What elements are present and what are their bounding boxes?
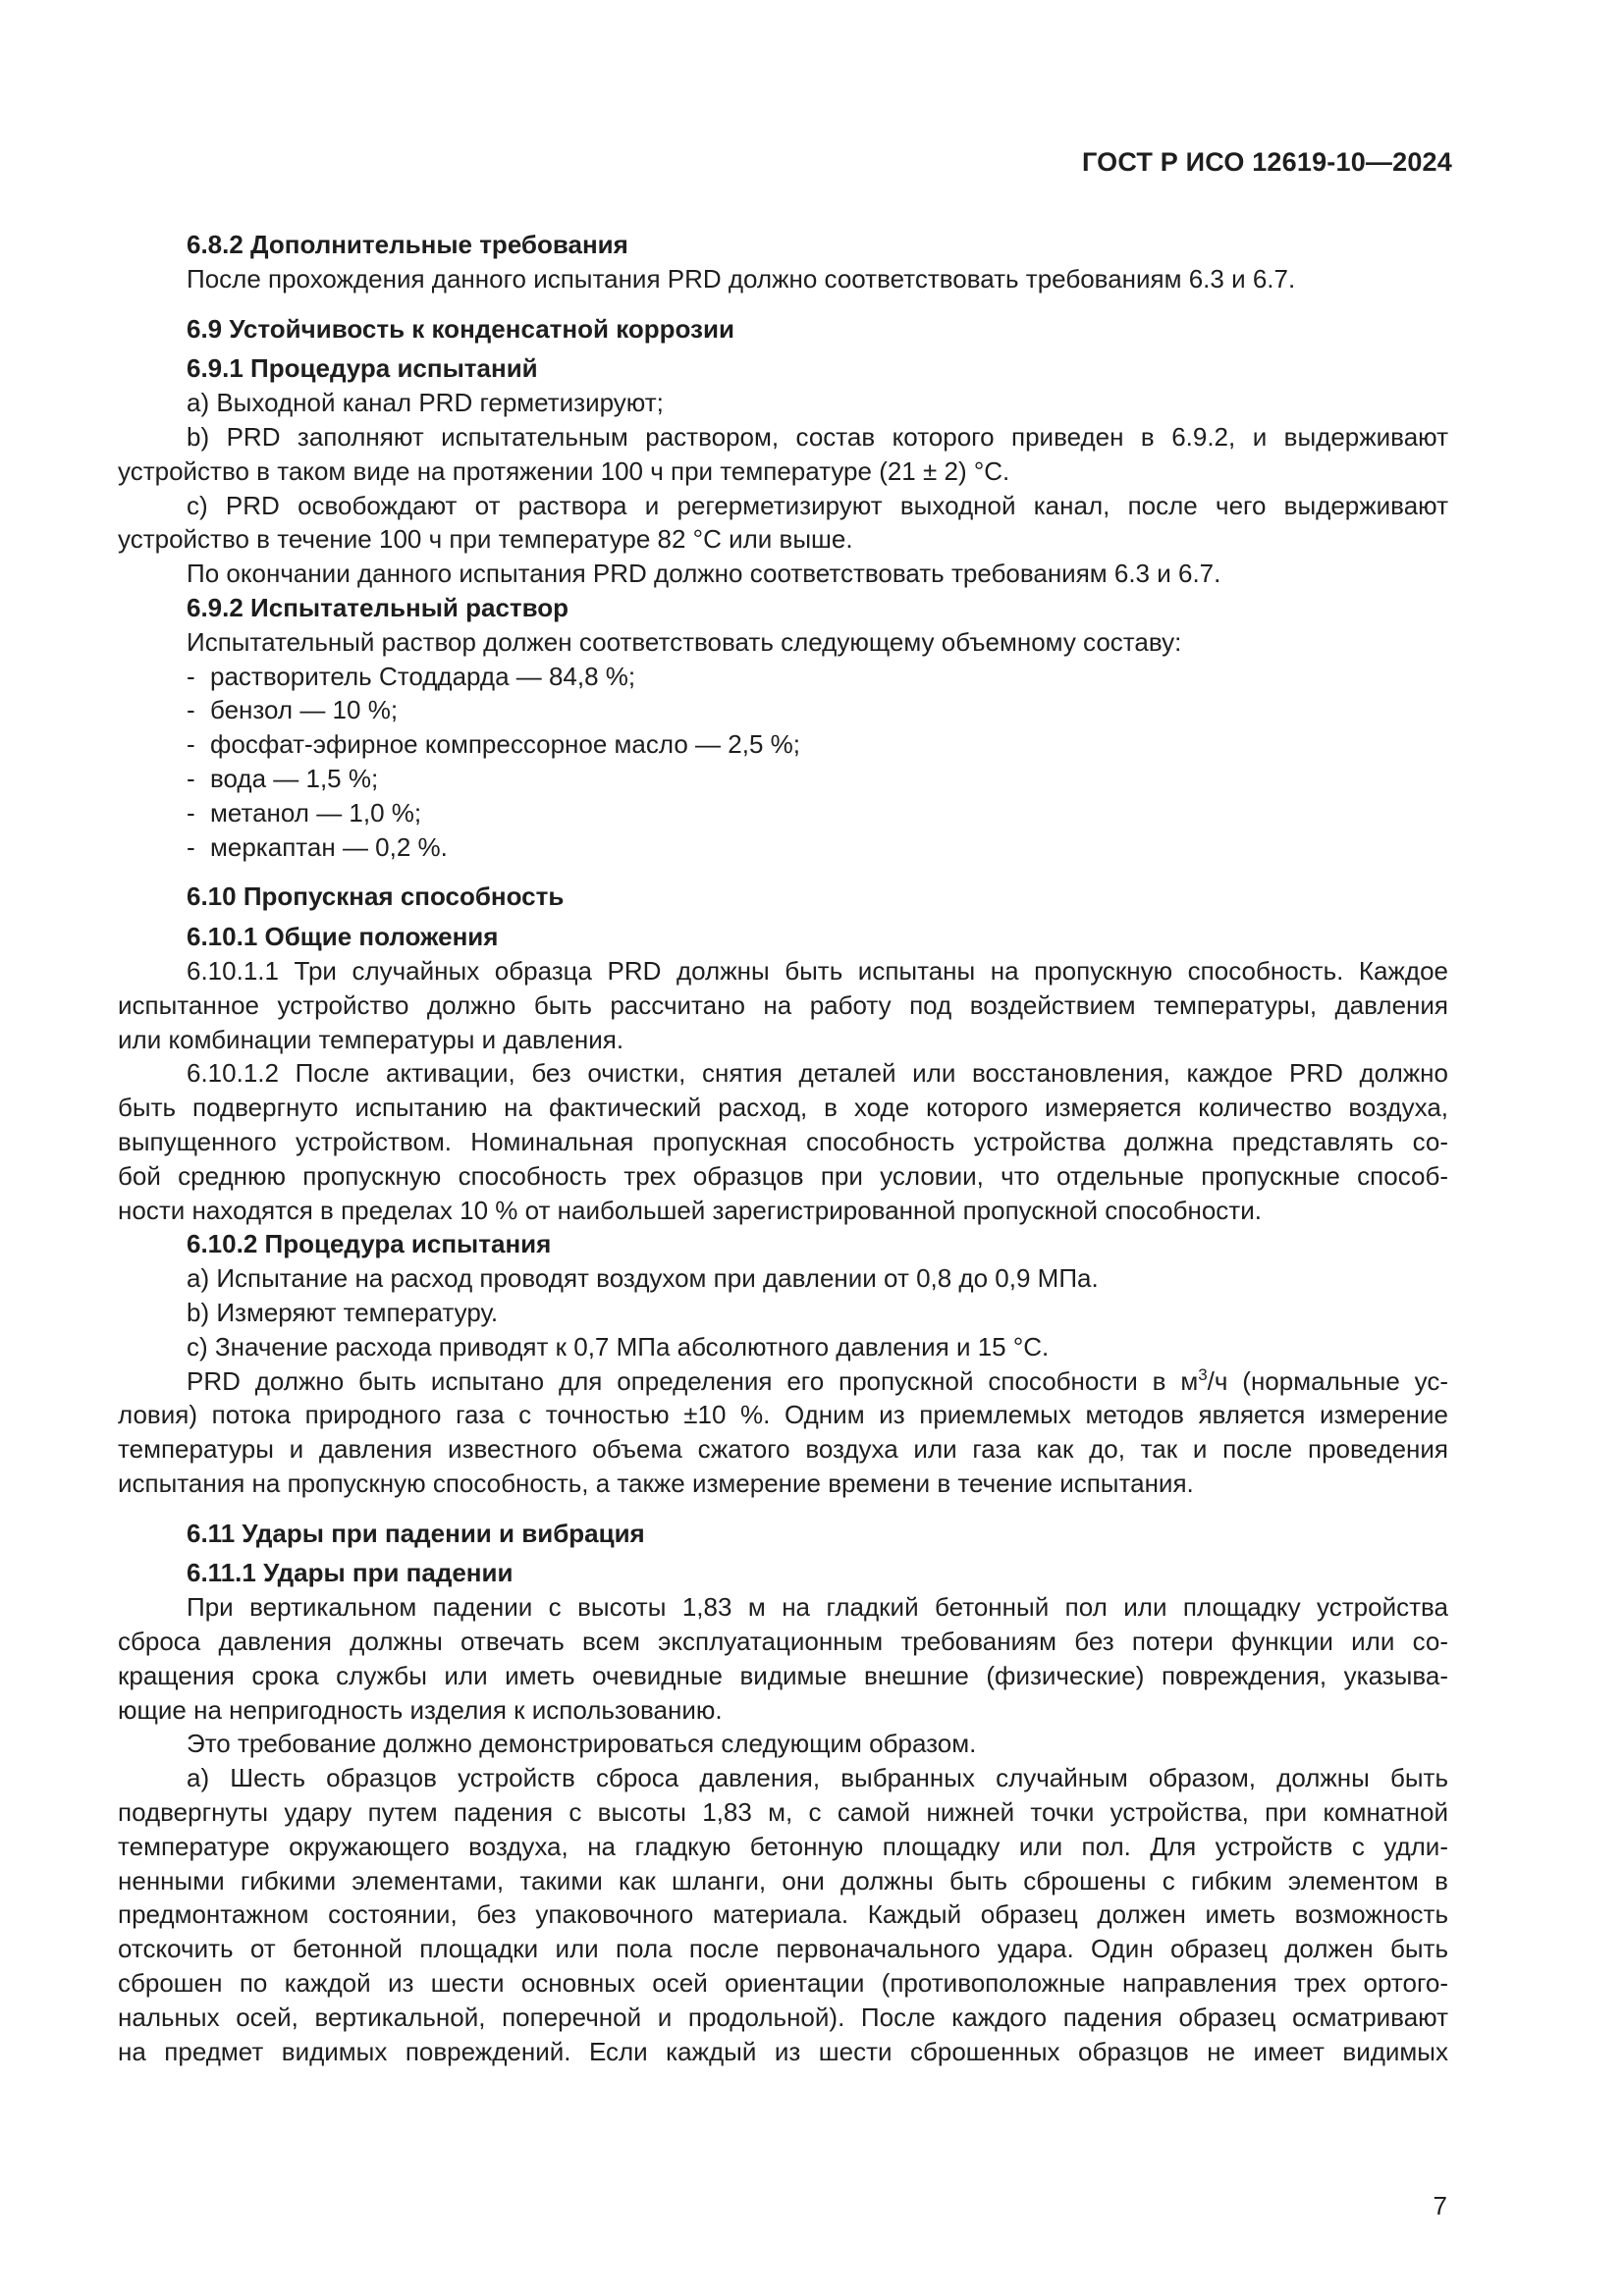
composition-item [118, 693, 1448, 727]
text-line: температуры и давления известного объема сжатого воздуха или газа как до, так и после проведения [118, 1434, 1448, 1465]
composition-item-text: меркаптан — 0,2 %. [210, 831, 448, 862]
text-line: или комбинации температуры и давления. [118, 1024, 624, 1054]
text-line: подвергнуты удару путем падения с высоты 1,83 м, с самой нижней точки устройства, при комнатной [118, 1797, 1448, 1828]
composition-item-text: метанол — 1,0 %; [210, 797, 422, 828]
paragraph-6-10-1-2 [118, 1056, 1448, 1227]
page-content [118, 228, 1448, 2068]
composition-item [118, 762, 1448, 796]
document-header: ГОСТ Р ИСО 12619-10—2024 [1082, 147, 1452, 177]
list-item-c [118, 489, 1448, 558]
text-line: 6.10.1.1 Три случайных образца PRD должны быть испытаны на пропускную способность. Каждое [187, 955, 1448, 986]
dash-bullet: - [187, 695, 195, 725]
list-item-b: b) Измеряют температуру. [187, 1297, 499, 1327]
composition-item [118, 727, 1448, 762]
heading-6-9-1: 6.9.1 Процедура испытаний [187, 353, 538, 384]
text-line: ловия) потока природного газа с точностью ±10 %. Одним из приемлемых методов является измерение [118, 1400, 1448, 1430]
heading-6-11: 6.11 Удары при падении и вибрация [187, 1518, 645, 1548]
heading-6-10-1: 6.10.1 Общие положения [187, 922, 499, 952]
heading-6-8-2: 6.8.2 Дополнительные требования [187, 230, 628, 259]
dash-bullet: - [187, 763, 195, 793]
composition-item-text: растворитель Стоддарда — 84,8 %; [210, 661, 636, 691]
list-item-c: c) Значение расхода приводят к 0,7 МПа абсолютного давления и 15 °С. [187, 1331, 1050, 1362]
composition-item [118, 660, 1448, 694]
text-line: ности находятся в пределах 10 % от наибольшей зарегистрированной пропускной способности. [118, 1195, 1262, 1225]
text-line: температуре окружающего воздуха, на гладкую бетонную площадку или пол. Для устройств с удли- [118, 1831, 1448, 1861]
composition-item [118, 830, 1448, 865]
heading-6-11-1: 6.11.1 Удары при падении [187, 1558, 514, 1588]
text-line: бой среднюю пропускную способность трех образцов при условии, что отдельные пропускные способ- [118, 1160, 1448, 1191]
dash-bullet: - [187, 797, 195, 828]
paragraph-6-10-1-1 [118, 954, 1448, 1056]
text-line: сброса давления должны отвечать всем эксплуатационным требованиям без потери функции или со- [118, 1627, 1448, 1657]
composition-item [118, 796, 1448, 830]
text-line: на предмет видимых повреждений. Если каждый из шести сброшенных образцов не имеет видимых [118, 2036, 1448, 2066]
text-line: быть подвергнуто испытанию на фактический расход, в ходе которого измеряется количество воздуха, [118, 1093, 1448, 1123]
text-line: устройство в течение 100 ч при температуре 82 °С или выше. [118, 524, 853, 555]
text-line: кращения срока службы или иметь очевидные видимые внешние (физические) повреждения, указыва- [118, 1660, 1448, 1690]
list-item-a: a) Выходной канал PRD герметизируют; [187, 388, 664, 418]
text-line: устройство в таком виде на протяжении 100 ч при температуре (21 ± 2) °С. [118, 455, 1010, 486]
paragraph-6-8-2: После прохождения данного испытания PRD должно соответствовать требованиям 6.3 и 6.7. [187, 263, 1296, 294]
paragraph-6-9-1-result: По окончании данного испытания PRD должно соответствовать требованиям 6.3 и 6.7. [187, 559, 1221, 589]
text-fragment: PRD должно быть испытано для определения его пропускной способности в м [187, 1365, 1199, 1396]
paragraph-6-11-1-1 [118, 1590, 1448, 1727]
list-item-b [118, 420, 1448, 489]
heading-6-9: 6.9 Устойчивость к конденсатной коррозии [187, 313, 734, 344]
text-line: ненными гибкими элементами, такими как шланги, они должны быть сброшены с гибким элементом в [118, 1865, 1448, 1896]
text-line: 6.10.1.2 После активации, без очистки, снятия деталей или восстановления, каждое PRD должно [187, 1058, 1448, 1089]
dash-bullet: - [187, 661, 195, 691]
dash-bullet: - [187, 831, 195, 862]
text-line: c) PRD освобождают от раствора и регерметизируют выходной канал, после чего выдерживают [187, 490, 1448, 520]
text-fragment: /ч (нормальные ус- [1207, 1365, 1449, 1396]
text-line: нальных осей, вертикальной, поперечной и продольной). После каждого падения образец осматривают [118, 2002, 1448, 2032]
composition-item-text: фосфат-эфирное компрессорное масло — 2,5 %; [210, 729, 800, 760]
paragraph-6-9-2-intro: Испытательный раствор должен соответствовать следующему объемному составу: [187, 626, 1182, 657]
text-line: отскочить от бетонной площадки или пола после первоначального удара. Один образец должен быть [118, 1934, 1448, 1964]
text-line: сброшен по каждой из шести основных осей ориентации (противоположные направления трех ортого- [118, 1968, 1448, 1999]
text-line: испытания на пропускную способность, а также измерение времени в течение испытания. [118, 1468, 1194, 1498]
composition-item-text: вода — 1,5 %; [210, 763, 379, 793]
heading-6-10-2: 6.10.2 Процедура испытания [187, 1229, 552, 1259]
text-line: испытанное устройство должно быть рассчитано на работу под воздействием температуры, давления [118, 989, 1448, 1020]
paragraph-6-11-1-2: Это требование должно демонстрироваться следующим образом. [187, 1729, 977, 1759]
text-line: выпущенного устройством. Номинальная пропускная способность устройства должна представлять со- [118, 1126, 1448, 1156]
text-line: b) PRD заполняют испытательным раствором, состав которого приведен в 6.9.2, и выдерживают [187, 421, 1448, 452]
text-line: При вертикальном падении с высоты 1,83 м на гладкий бетонный пол или площадку устройства [187, 1592, 1448, 1623]
text-line [118, 1364, 1448, 1399]
list-item-a [118, 1761, 1448, 2068]
superscript: 3 [1198, 1364, 1208, 1384]
dash-bullet: - [187, 729, 195, 760]
composition-list [118, 660, 1448, 865]
heading-6-10: 6.10 Пропускная способность [187, 881, 565, 912]
text-line: a) Шесть образцов устройств сброса давления, выбранных случайным образом, должны быть [187, 1763, 1448, 1793]
composition-item-text: бензол — 10 %; [210, 695, 399, 725]
list-item-a: a) Испытание на расход проводят воздухом при давлении от 0,8 до 0,9 МПа. [187, 1263, 1099, 1294]
paragraph-6-10-2-flow [118, 1364, 1448, 1501]
text-line: предмонтажном состоянии, без упаковочного материала. Каждый образец должен иметь возможность [118, 1899, 1448, 1930]
page-number: 7 [1433, 2191, 1447, 2220]
heading-6-9-2: 6.9.2 Испытательный раствор [187, 592, 569, 622]
text-line: ющие на непригодность изделия к использованию. [118, 1694, 723, 1725]
